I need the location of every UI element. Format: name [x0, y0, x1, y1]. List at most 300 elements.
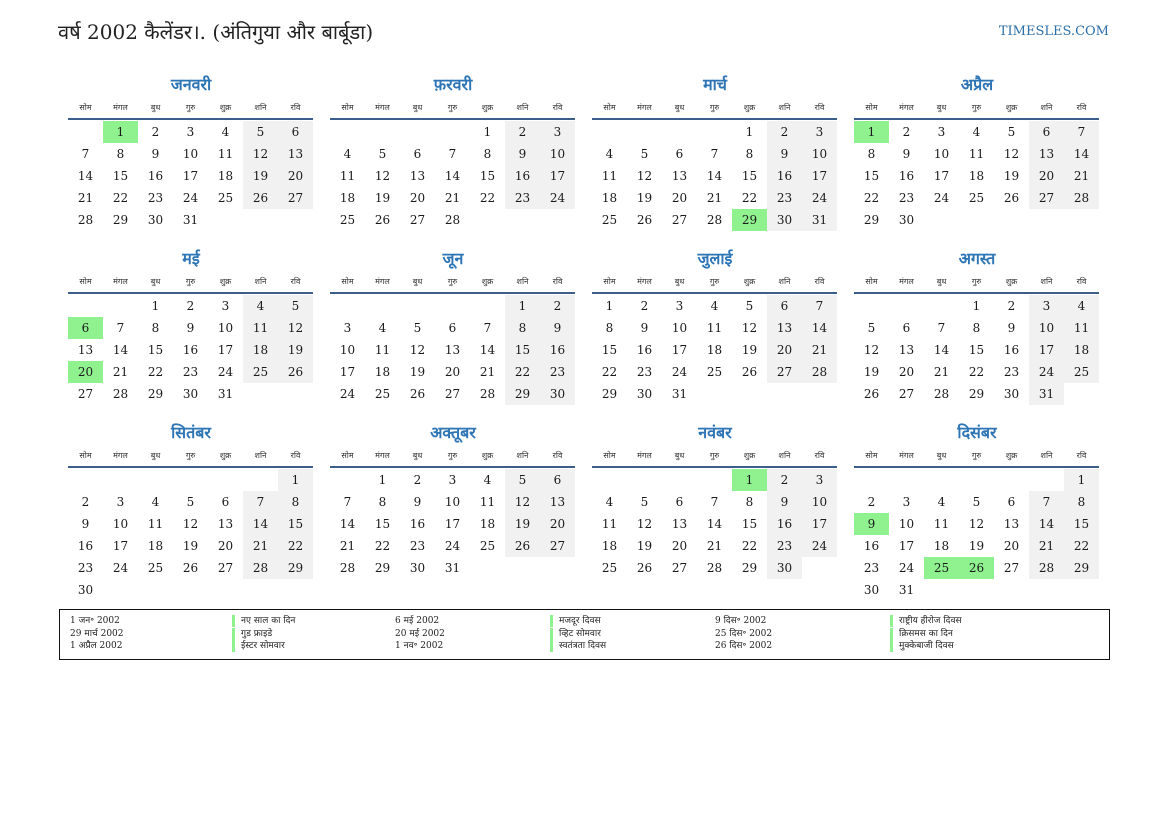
day-cell: 8: [378, 495, 387, 509]
day-cell: 5: [186, 495, 195, 509]
day-cell: 11: [1064, 317, 1099, 339]
day-cell: 5: [867, 321, 876, 335]
day-cell: 13: [898, 343, 915, 357]
month-name: जुलाई: [697, 249, 733, 268]
weekday-label: शुक्र: [743, 451, 756, 460]
day-cell: 6: [675, 495, 684, 509]
month-calendar: [68, 246, 314, 420]
weekday-label: गुरु: [185, 103, 196, 112]
empty-cell: [697, 121, 732, 143]
weekday-label: गुरु: [447, 451, 458, 460]
day-cell: 22: [505, 361, 540, 383]
day-cell: 7: [1029, 491, 1064, 513]
day-cell: 21: [339, 539, 356, 553]
day-cell: 22: [863, 191, 880, 205]
day-cell: 1: [605, 299, 614, 313]
day-cell: 31: [1029, 383, 1064, 405]
day-cell: 12: [968, 517, 985, 531]
weekday-label: रवि: [552, 451, 563, 460]
day-cell: 24: [933, 191, 950, 205]
day-cell: 10: [802, 491, 837, 513]
weekday-label: सोम: [865, 451, 878, 460]
month-name: मई: [182, 249, 200, 268]
day-cell: 28: [112, 387, 129, 401]
day-cell: 3: [540, 121, 575, 143]
weekday-label: शुक्र: [1005, 103, 1018, 112]
day-cell: 6: [1029, 121, 1064, 143]
day-cell: 14: [706, 169, 723, 183]
month-name: जनवरी: [170, 75, 212, 94]
empty-cell: [68, 295, 103, 317]
day-grid: [592, 469, 838, 579]
day-cell: 17: [444, 517, 461, 531]
empty-cell: [400, 121, 435, 143]
weekday-label: बुध: [936, 451, 947, 460]
weekday-label: रवि: [290, 277, 301, 286]
weekday-label: मंगल: [113, 103, 128, 112]
day-cell: 5: [378, 147, 387, 161]
weekday-label: सोम: [865, 103, 878, 112]
day-cell: 21: [706, 539, 723, 553]
day-grid: [854, 121, 1100, 231]
weekday-label: शुक्र: [481, 277, 494, 286]
day-cell: 22: [112, 191, 129, 205]
day-cell: 14: [77, 169, 94, 183]
day-cell: 4: [710, 299, 719, 313]
empty-cell: [889, 295, 924, 317]
day-cell: 18: [147, 539, 164, 553]
legend-date: 1 नव॰ 2002: [395, 641, 444, 651]
day-cell: 23: [540, 361, 575, 383]
day-cell: 6: [413, 147, 422, 161]
day-cell: 26: [505, 535, 540, 557]
day-cell: 11: [601, 517, 618, 531]
weekday-header: [592, 446, 837, 468]
empty-cell: [889, 469, 924, 491]
day-cell: 19: [636, 191, 653, 205]
day-cell: 24: [802, 535, 837, 557]
day-grid: [592, 121, 838, 231]
month-calendar: [68, 420, 314, 597]
weekday-header: [330, 98, 575, 120]
day-cell: 20: [217, 539, 234, 553]
day-cell: 12: [182, 517, 199, 531]
day-cell: 30: [409, 561, 426, 575]
holiday-day-cell: 25: [924, 557, 959, 579]
day-cell: 16: [898, 169, 915, 183]
day-cell: 4: [221, 125, 230, 139]
day-cell: 3: [448, 473, 457, 487]
weekday-label: मंगल: [637, 451, 652, 460]
day-cell: 10: [182, 147, 199, 161]
weekday-label: सोम: [79, 277, 92, 286]
day-cell: 5: [972, 495, 981, 509]
day-cell: 14: [243, 513, 278, 535]
day-cell: 29: [601, 387, 618, 401]
site-link[interactable]: TIMESLES.COM: [998, 24, 1109, 39]
day-cell: 24: [802, 187, 837, 209]
day-cell: 8: [1064, 491, 1099, 513]
day-cell: 25: [243, 361, 278, 383]
legend-holiday-name: मुक्केबाजी दिवस: [890, 640, 954, 652]
day-cell: 5: [243, 121, 278, 143]
empty-cell: [243, 469, 278, 491]
day-cell: 17: [802, 165, 837, 187]
month-name: मार्च: [703, 75, 727, 94]
weekday-label: रवि: [1076, 451, 1087, 460]
weekday-label: मंगल: [113, 451, 128, 460]
day-cell: 19: [505, 513, 540, 535]
legend-date: 6 मई 2002: [395, 616, 440, 626]
day-cell: 4: [1064, 295, 1099, 317]
day-cell: 29: [147, 387, 164, 401]
weekday-label: सोम: [603, 451, 616, 460]
month-calendar: [592, 420, 838, 594]
day-cell: 29: [278, 557, 313, 579]
day-cell: 24: [1029, 361, 1064, 383]
day-cell: 16: [1003, 343, 1020, 357]
weekday-header: [854, 272, 1099, 294]
day-cell: 4: [378, 321, 387, 335]
day-cell: 19: [374, 191, 391, 205]
day-cell: 14: [1064, 143, 1099, 165]
weekday-label: मंगल: [899, 451, 914, 460]
day-cell: 21: [243, 535, 278, 557]
weekday-label: रवि: [290, 451, 301, 460]
day-cell: 16: [409, 517, 426, 531]
month-calendar: [330, 72, 576, 246]
weekday-header: [854, 446, 1099, 468]
day-cell: 27: [217, 561, 234, 575]
day-cell: 20: [1029, 165, 1064, 187]
day-cell: 25: [601, 213, 618, 227]
empty-cell: [854, 469, 889, 491]
weekday-label: शुक्र: [219, 451, 232, 460]
day-cell: 28: [339, 561, 356, 575]
day-cell: 14: [1029, 513, 1064, 535]
empty-cell: [994, 469, 1029, 491]
legend-holiday-name: ईस्टर सोमवार: [232, 640, 285, 652]
weekday-label: गुरु: [185, 277, 196, 286]
day-cell: 28: [479, 387, 496, 401]
day-cell: 28: [933, 387, 950, 401]
weekday-label: शुक्र: [219, 103, 232, 112]
weekday-label: शनि: [254, 451, 267, 460]
day-cell: 7: [243, 491, 278, 513]
day-cell: 19: [278, 339, 313, 361]
weekday-label: गुरु: [709, 103, 720, 112]
legend-date: 20 मई 2002: [395, 628, 445, 639]
legend-holiday-name: राष्ट्रीय हीरोज दिवस: [890, 615, 962, 627]
day-cell: 30: [540, 383, 575, 405]
day-cell: 25: [706, 365, 723, 379]
day-cell: 4: [605, 495, 614, 509]
day-cell: 6: [448, 321, 457, 335]
day-cell: 16: [505, 165, 540, 187]
weekday-label: शनि: [1040, 103, 1053, 112]
day-cell: 15: [601, 343, 618, 357]
day-cell: 11: [217, 147, 234, 161]
day-cell: 19: [863, 365, 880, 379]
day-cell: 14: [112, 343, 129, 357]
day-cell: 11: [243, 317, 278, 339]
weekday-label: शनि: [778, 451, 791, 460]
weekday-label: सोम: [341, 103, 354, 112]
day-cell: 21: [802, 339, 837, 361]
day-cell: 30: [767, 209, 802, 231]
day-cell: 18: [374, 365, 391, 379]
weekday-label: सोम: [865, 277, 878, 286]
day-cell: 22: [278, 535, 313, 557]
legend-holiday-name: व्हिट सोमवार: [550, 628, 601, 640]
day-cell: 29: [505, 383, 540, 405]
day-cell: 14: [339, 517, 356, 531]
day-cell: 12: [278, 317, 313, 339]
day-cell: 17: [898, 539, 915, 553]
day-cell: 2: [767, 469, 802, 491]
day-cell: 4: [937, 495, 946, 509]
day-cell: 10: [444, 495, 461, 509]
weekday-header: [330, 272, 575, 294]
day-cell: 22: [968, 365, 985, 379]
day-cell: 25: [1064, 361, 1099, 383]
day-cell: 1: [151, 299, 160, 313]
day-cell: 27: [671, 561, 688, 575]
day-cell: 16: [636, 343, 653, 357]
day-cell: 16: [182, 343, 199, 357]
day-cell: 13: [671, 169, 688, 183]
day-cell: 8: [605, 321, 614, 335]
weekday-label: मंगल: [637, 277, 652, 286]
day-cell: 2: [640, 299, 649, 313]
day-cell: 19: [243, 165, 278, 187]
empty-cell: [627, 121, 662, 143]
day-cell: 6: [278, 121, 313, 143]
day-cell: 1: [745, 125, 754, 139]
day-cell: 22: [479, 191, 496, 205]
day-cell: 20: [1003, 539, 1020, 553]
day-grid: [330, 121, 576, 231]
day-cell: 26: [409, 387, 426, 401]
day-cell: 13: [444, 343, 461, 357]
day-cell: 5: [505, 469, 540, 491]
day-cell: 18: [968, 169, 985, 183]
day-cell: 11: [601, 169, 618, 183]
day-cell: 15: [741, 517, 758, 531]
day-cell: 13: [540, 491, 575, 513]
day-cell: 12: [741, 321, 758, 335]
day-cell: 20: [898, 365, 915, 379]
day-cell: 12: [505, 491, 540, 513]
day-cell: 9: [186, 321, 195, 335]
day-cell: 8: [151, 321, 160, 335]
day-grid: [854, 295, 1100, 405]
day-cell: 27: [77, 387, 94, 401]
weekday-label: मंगल: [375, 103, 390, 112]
day-cell: 16: [767, 513, 802, 535]
day-cell: 26: [243, 187, 278, 209]
months-grid: [68, 72, 1102, 597]
day-cell: 13: [671, 517, 688, 531]
empty-cell: [103, 295, 138, 317]
month-calendar: [592, 246, 838, 420]
weekday-label: मंगल: [113, 277, 128, 286]
holiday-day-cell: 6: [68, 317, 103, 339]
day-cell: 20: [444, 365, 461, 379]
day-cell: 15: [1064, 513, 1099, 535]
legend-date: 25 दिस॰ 2002: [715, 628, 773, 639]
day-cell: 31: [802, 209, 837, 231]
day-cell: 23: [636, 365, 653, 379]
empty-cell: [959, 469, 994, 491]
weekday-label: बुध: [412, 451, 423, 460]
day-cell: 21: [1029, 535, 1064, 557]
day-cell: 3: [802, 469, 837, 491]
day-cell: 4: [343, 147, 352, 161]
day-cell: 12: [243, 143, 278, 165]
empty-cell: [330, 469, 365, 491]
day-cell: 25: [339, 213, 356, 227]
day-cell: 2: [902, 125, 911, 139]
day-cell: 30: [147, 213, 164, 227]
empty-cell: [365, 121, 400, 143]
day-cell: 2: [767, 121, 802, 143]
day-cell: 10: [112, 517, 129, 531]
day-cell: 7: [802, 295, 837, 317]
month-calendar: [68, 72, 314, 246]
day-cell: 8: [483, 147, 492, 161]
day-cell: 14: [479, 343, 496, 357]
day-cell: 28: [77, 213, 94, 227]
weekday-label: शुक्र: [743, 277, 756, 286]
empty-cell: [173, 469, 208, 491]
day-cell: 24: [217, 365, 234, 379]
day-cell: 31: [671, 387, 688, 401]
day-cell: 14: [706, 517, 723, 531]
weekday-label: बुध: [674, 277, 685, 286]
day-cell: 18: [243, 339, 278, 361]
day-cell: 25: [601, 561, 618, 575]
day-cell: 7: [116, 321, 125, 335]
weekday-label: बुध: [936, 277, 947, 286]
day-cell: 21: [933, 365, 950, 379]
day-cell: 24: [339, 387, 356, 401]
day-cell: 26: [374, 213, 391, 227]
empty-cell: [435, 121, 470, 143]
empty-cell: [68, 121, 103, 143]
day-cell: 9: [540, 317, 575, 339]
day-cell: 15: [278, 513, 313, 535]
legend-holiday-name: नए साल का दिन: [232, 615, 295, 627]
day-cell: 27: [278, 187, 313, 209]
day-cell: 24: [898, 561, 915, 575]
day-cell: 15: [863, 169, 880, 183]
empty-cell: [365, 295, 400, 317]
day-cell: 17: [1029, 339, 1064, 361]
day-cell: 12: [409, 343, 426, 357]
day-cell: 28: [802, 361, 837, 383]
day-cell: 26: [278, 361, 313, 383]
day-cell: 21: [479, 365, 496, 379]
day-cell: 13: [409, 169, 426, 183]
legend-date: 26 दिस॰ 2002: [715, 641, 773, 651]
day-cell: 17: [217, 343, 234, 357]
day-cell: 22: [1064, 535, 1099, 557]
weekday-label: बुध: [936, 103, 947, 112]
month-name: अप्रैल: [960, 75, 994, 94]
month-calendar: [592, 72, 838, 246]
weekday-header: [68, 98, 313, 120]
day-cell: 4: [483, 473, 492, 487]
weekday-label: सोम: [603, 277, 616, 286]
day-cell: 22: [601, 365, 618, 379]
weekday-label: गुरु: [185, 451, 196, 460]
empty-cell: [662, 469, 697, 491]
day-cell: 25: [479, 539, 496, 553]
day-cell: 25: [217, 191, 234, 205]
day-cell: 27: [444, 387, 461, 401]
weekday-header: [330, 446, 575, 468]
day-grid: [68, 295, 314, 405]
day-cell: 1: [972, 299, 981, 313]
weekday-label: गुरु: [971, 451, 982, 460]
day-cell: 27: [1003, 561, 1020, 575]
day-cell: 2: [540, 295, 575, 317]
day-cell: 3: [1029, 295, 1064, 317]
day-cell: 4: [972, 125, 981, 139]
month-calendar: [854, 72, 1100, 246]
day-cell: 7: [1064, 121, 1099, 143]
weekday-label: रवि: [814, 277, 825, 286]
empty-cell: [924, 469, 959, 491]
day-cell: 29: [1064, 557, 1099, 579]
day-cell: 9: [81, 517, 90, 531]
day-cell: 23: [767, 535, 802, 557]
day-grid: [68, 121, 314, 231]
empty-cell: [68, 469, 103, 491]
empty-cell: [400, 295, 435, 317]
month-name: अगस्त: [958, 249, 996, 268]
day-cell: 18: [601, 539, 618, 553]
weekday-label: बुध: [150, 451, 161, 460]
day-cell: 7: [483, 321, 492, 335]
day-cell: 8: [116, 147, 125, 161]
day-cell: 17: [540, 165, 575, 187]
day-cell: 27: [409, 213, 426, 227]
empty-cell: [208, 469, 243, 491]
day-cell: 16: [540, 339, 575, 361]
day-cell: 11: [147, 517, 164, 531]
day-cell: 26: [741, 365, 758, 379]
day-cell: 28: [1029, 557, 1064, 579]
day-cell: 7: [81, 147, 90, 161]
day-cell: 11: [968, 147, 985, 161]
day-cell: 26: [1003, 191, 1020, 205]
day-cell: 6: [221, 495, 230, 509]
day-cell: 12: [636, 169, 653, 183]
weekday-label: सोम: [341, 277, 354, 286]
day-cell: 3: [116, 495, 125, 509]
day-cell: 2: [151, 125, 160, 139]
day-grid: [330, 469, 576, 579]
day-cell: 2: [413, 473, 422, 487]
day-cell: 3: [675, 299, 684, 313]
day-cell: 5: [640, 147, 649, 161]
day-cell: 29: [968, 387, 985, 401]
day-cell: 23: [77, 561, 94, 575]
day-cell: 3: [902, 495, 911, 509]
weekday-label: शुक्र: [219, 277, 232, 286]
